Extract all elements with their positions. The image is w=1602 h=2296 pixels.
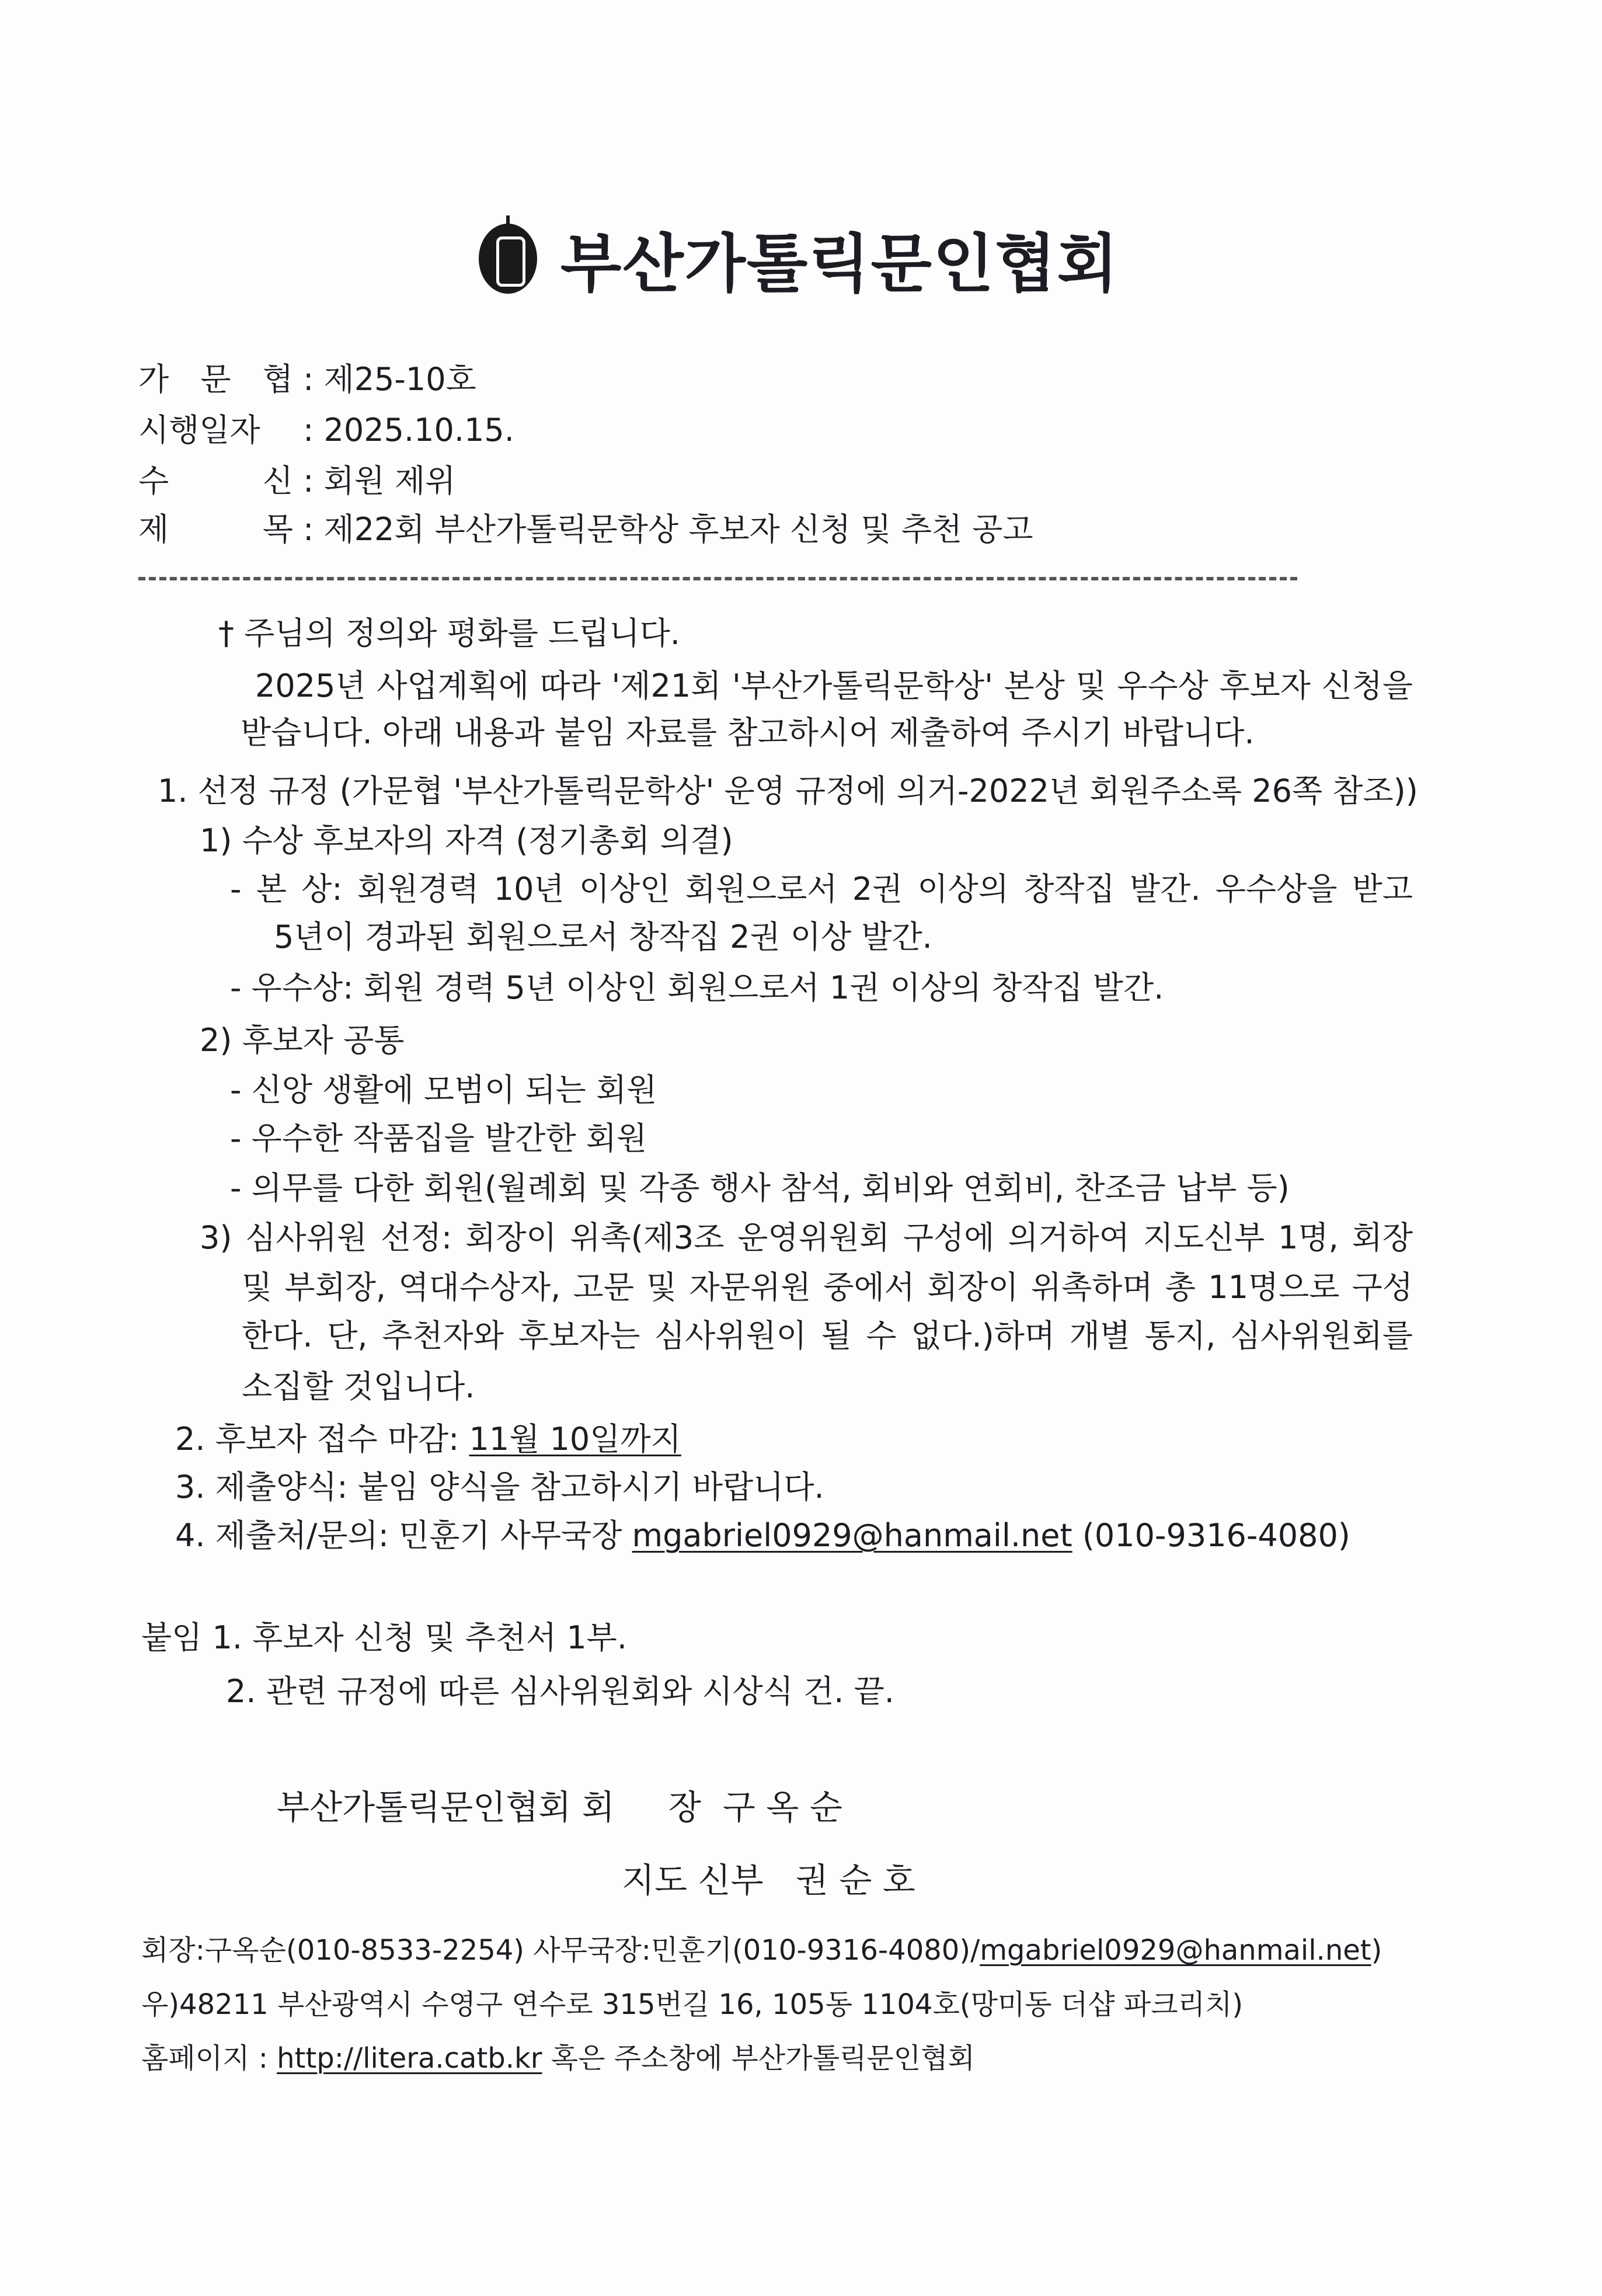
intro-line-2: 받습니다. 아래 내용과 붙임 자료를 참고하시어 제출하여 주시기 바랍니다. [241, 714, 1255, 751]
divider [138, 577, 1297, 580]
homepage-link[interactable]: http://litera.catb.kr [277, 2042, 542, 2075]
section-4 [175, 1515, 1350, 1556]
main-award-criteria: - 본 상: 회원경력 10년 이상인 회원으로서 2권 이상의 창작집 발간. 우수상을 받고 [230, 871, 1413, 907]
footer-contact-close: ) [1371, 1934, 1382, 1967]
contact-email-link[interactable]: mgabriel0929@hanmail.net [632, 1517, 1072, 1554]
doc-number-label: 가 문 협 [138, 361, 293, 398]
section-1-heading: 1. 선정 규정 (가문협 '부산가톨릭문학상' 운영 규정에 의거-2022년 회원주소록 26쪽 참조)) [158, 773, 1418, 809]
footer-contact-text: 회장:구옥순(010-8533-2254) 사무국장:민훈기(010-9316-4080)/ [141, 1934, 980, 1967]
section-1-3-line-1: 3) 심사위원 선정: 회장이 위촉(제3조 운영위원회 구성에 의거하여 지도신부 1명, 회장 [200, 1219, 1413, 1256]
excellence-award-criteria: - 우수상: 회원 경력 5년 이상인 회원으로서 1권 이상의 창작집 발간. [230, 969, 1164, 1006]
recipient-value: 회원 제위 [323, 462, 456, 499]
date-row: 시행일자 : 2025.10.15. [138, 410, 514, 451]
common-criteria-2: - 우수한 작품집을 발간한 회원 [230, 1120, 647, 1157]
doc-number-value: 제25-10호 [323, 361, 476, 398]
section-2 [175, 1419, 681, 1460]
signature-president: 부산가톨릭문인협회 회 장 구 옥 순 [277, 1787, 842, 1827]
footer-address: 우)48211 부산광역시 수영구 연수로 315번길 16, 105동 1104호(망미동 더샵 파크리치) [141, 1988, 1244, 2021]
section-3: 3. 제출양식: 붙임 양식을 참고하시기 바랍니다. [175, 1469, 824, 1505]
org-name: 부산가톨릭문인협회 [560, 228, 1119, 301]
homepage-label: 홈페이지 : [141, 2042, 277, 2075]
common-criteria-1: - 신앙 생활에 모범이 되는 회원 [230, 1072, 657, 1108]
deadline-value: 11월 10일까지 [469, 1421, 681, 1457]
section-1-1-heading: 1) 수상 후보자의 자격 (정기총회 의결) [200, 822, 733, 859]
section-1-3-line-3: 한다. 단, 추천자와 후보자는 심사위원이 될 수 없다.)하며 개별 통지, 심사위원회를 [242, 1317, 1413, 1354]
common-criteria-3: - 의무를 다한 회원(월례회 및 각종 행사 참석, 회비와 연회비, 찬조금 납부 등) [230, 1170, 1290, 1206]
subject-label: 제 목 [138, 511, 293, 548]
attachment-1: 붙임 1. 후보자 신청 및 추천서 1부. [141, 1619, 628, 1656]
deadline-label: 2. 후보자 접수 마감: [175, 1421, 469, 1457]
subject-value: 제22회 부산가톨릭문학상 후보자 신청 및 추천 공고 [323, 511, 1033, 548]
footer-contact [141, 1930, 1382, 1971]
signature-chaplain: 지도 신부 권 순 호 [622, 1860, 915, 1900]
recipient-label: 수 신 [138, 462, 293, 499]
greeting: † 주님의 정의와 평화를 드립니다. [218, 615, 680, 652]
footer-email-link[interactable]: mgabriel0929@hanmail.net [980, 1934, 1371, 1967]
subject-row: 제 목 : 제22회 부산가톨릭문학상 후보자 신청 및 추천 공고 [138, 509, 1033, 550]
intro-line-1: 2025년 사업계획에 따라 '제21회 '부산가톨릭문학상' 본상 및 우수상 후보자 신청을 [255, 667, 1413, 704]
section-1-2-heading: 2) 후보자 공통 [200, 1022, 405, 1059]
letterhead [479, 213, 1119, 304]
contact-label: 4. 제출처/문의: 민훈기 사무국장 [175, 1517, 632, 1554]
recipient-row: 수 신 : 회원 제위 [138, 461, 455, 502]
section-1-3-line-2: 및 부회장, 역대수상자, 고문 및 자문위원 중에서 회장이 위촉하며 총 11명으로 구성 [242, 1269, 1413, 1306]
footer-homepage [141, 2038, 975, 2079]
contact-phone: (010-9316-4080) [1072, 1517, 1350, 1554]
date-label: 시행일자 [138, 412, 260, 448]
association-logo-icon [479, 224, 537, 294]
section-1-3-line-4: 소집할 것입니다. [242, 1368, 475, 1405]
date-value: 2025.10.15. [323, 412, 514, 448]
main-award-criteria-cont: 5년이 경과된 회원으로서 창작집 2권 이상 발간. [274, 919, 932, 955]
doc-number-row: 가 문 협 : 제25-10호 [138, 359, 476, 400]
homepage-note: 혹은 주소창에 부산가톨릭문인협회 [542, 2042, 975, 2075]
attachment-2: 2. 관련 규정에 따른 심사위원회와 시상식 건. 끝. [226, 1673, 894, 1710]
